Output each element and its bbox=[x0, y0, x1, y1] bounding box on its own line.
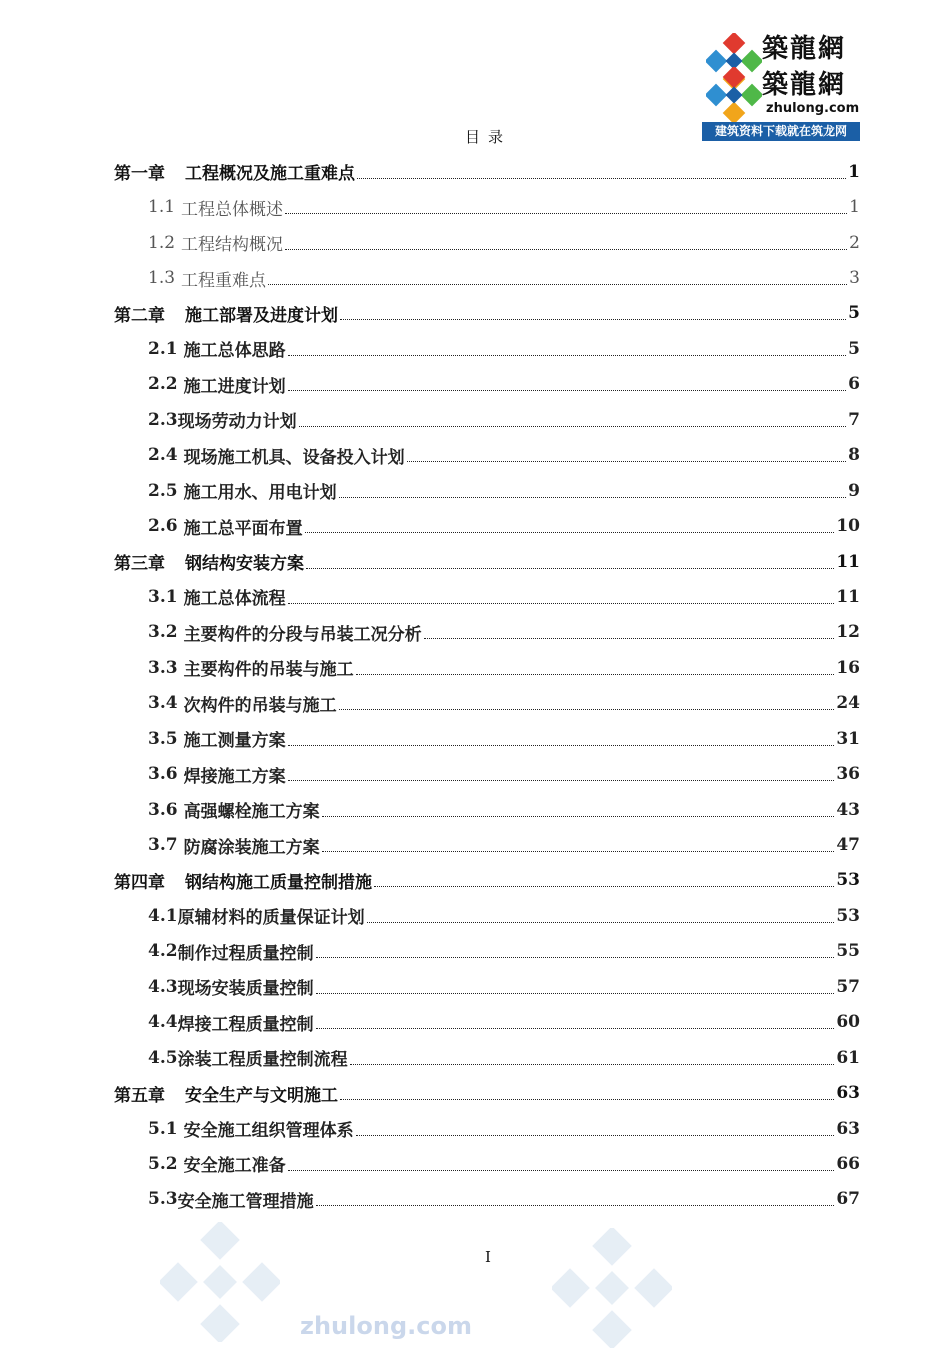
toc-dot-leader bbox=[316, 1204, 835, 1206]
toc-dot-leader bbox=[305, 531, 835, 533]
toc-section-entry[interactable] bbox=[114, 579, 860, 614]
toc-entry-page: 1 bbox=[849, 197, 860, 218]
toc-entry-title: 安全施工管理措施 bbox=[177, 1191, 314, 1212]
toc-section-entry[interactable] bbox=[114, 402, 860, 437]
toc-entry-page: 47 bbox=[836, 835, 860, 856]
toc-section-entry[interactable] bbox=[114, 331, 860, 366]
toc-section-entry[interactable] bbox=[114, 969, 860, 1004]
watermark-logo-icon bbox=[160, 1222, 280, 1342]
logo-chinese-line-1: 築龍網 bbox=[762, 34, 847, 64]
toc-dot-leader bbox=[407, 460, 847, 462]
toc-entry-number: 5.2 bbox=[148, 1153, 178, 1174]
toc-entry-title: 施工总体思路 bbox=[183, 341, 286, 362]
toc-dot-leader bbox=[316, 956, 835, 958]
toc-entry-title: 工程概况及施工重难点 bbox=[185, 164, 355, 185]
toc-entry-title: 主要构件的分段与吊装工况分析 bbox=[183, 624, 422, 645]
toc-entry-page: 24 bbox=[836, 693, 860, 714]
toc-section-entry[interactable] bbox=[114, 260, 860, 295]
toc-dot-leader bbox=[340, 1098, 834, 1100]
toc-entry-title: 施工进度计划 bbox=[183, 376, 286, 397]
toc-dot-leader bbox=[322, 850, 835, 852]
toc-section-entry[interactable] bbox=[114, 225, 860, 260]
toc-entry-title: 制作过程质量控制 bbox=[177, 943, 314, 964]
toc-entry-title: 施工总体流程 bbox=[183, 589, 286, 610]
toc-section-entry[interactable] bbox=[114, 189, 860, 224]
toc-dot-leader bbox=[356, 1134, 835, 1136]
toc-entry-number: 3.6 bbox=[148, 799, 178, 820]
toc-entry-number: 3.1 bbox=[148, 586, 178, 607]
toc-dot-leader bbox=[357, 177, 846, 179]
toc-section-entry[interactable] bbox=[114, 438, 860, 473]
toc-chapter-entry[interactable] bbox=[114, 863, 860, 898]
toc-entry-page: 66 bbox=[836, 1153, 860, 1174]
toc-chapter-entry[interactable] bbox=[114, 544, 860, 579]
toc-entry-title: 焊接施工方案 bbox=[183, 766, 286, 787]
toc-entry-page: 12 bbox=[836, 622, 860, 643]
toc-entry-title: 次构件的吊装与施工 bbox=[183, 695, 337, 716]
toc-chapter-entry[interactable] bbox=[114, 154, 860, 189]
logo-tagline: 建筑资料下载就在筑龙网 bbox=[702, 122, 860, 141]
toc-entry-number: 2.2 bbox=[148, 374, 178, 395]
toc-entry-title: 防腐涂装施工方案 bbox=[183, 837, 320, 858]
page-number: I bbox=[485, 1248, 491, 1266]
toc-entry-page: 11 bbox=[836, 551, 860, 572]
toc-entry-title: 钢结构施工质量控制措施 bbox=[185, 872, 372, 893]
toc-entry-number: 1.1 bbox=[148, 197, 176, 218]
toc-dot-leader bbox=[350, 1063, 835, 1065]
toc-entry-page: 8 bbox=[848, 445, 860, 466]
toc-entry-number: 4.1 bbox=[148, 905, 178, 926]
toc-entry-number: 4.3 bbox=[148, 976, 178, 997]
toc-entry-page: 10 bbox=[836, 516, 860, 537]
toc-entry-number: 5.3 bbox=[148, 1189, 178, 1210]
toc-entry-title: 现场施工机具、设备投入计划 bbox=[183, 447, 405, 468]
toc-dot-leader bbox=[339, 708, 835, 710]
toc-entry-number: 2.1 bbox=[148, 338, 178, 359]
toc-dot-leader bbox=[374, 885, 834, 887]
toc-entry-number: 3.4 bbox=[148, 693, 178, 714]
toc-entry-page: 5 bbox=[848, 338, 860, 359]
table-of-contents bbox=[114, 154, 860, 1217]
toc-dot-leader bbox=[316, 992, 835, 994]
toc-dot-leader bbox=[322, 815, 835, 817]
toc-entry-number: 第五章 bbox=[114, 1085, 165, 1106]
toc-entry-page: 6 bbox=[848, 374, 860, 395]
toc-entry-page: 1 bbox=[848, 161, 860, 182]
toc-section-entry[interactable] bbox=[114, 1005, 860, 1040]
toc-entry-page: 36 bbox=[836, 764, 860, 785]
toc-entry-title: 焊接工程质量控制 bbox=[177, 1014, 314, 1035]
logo-chinese-line-2: 築龍網 bbox=[762, 70, 847, 100]
toc-entry-title: 安全施工准备 bbox=[183, 1156, 286, 1177]
toc-dot-leader bbox=[367, 921, 835, 923]
toc-entry-page: 9 bbox=[848, 480, 860, 501]
toc-entry-number: 1.2 bbox=[148, 232, 176, 253]
toc-dot-leader bbox=[299, 425, 847, 427]
watermark-text: zhulong.com bbox=[300, 1312, 472, 1340]
toc-dot-leader bbox=[340, 318, 846, 320]
toc-entry-page: 53 bbox=[836, 905, 860, 926]
toc-section-entry[interactable] bbox=[114, 1040, 860, 1075]
logo-site-name: zhulong.com bbox=[766, 101, 860, 116]
toc-section-entry[interactable] bbox=[114, 1182, 860, 1217]
toc-section-entry[interactable] bbox=[114, 827, 860, 862]
toc-entry-number: 第二章 bbox=[114, 305, 165, 326]
toc-dot-leader bbox=[356, 673, 835, 675]
toc-entry-page: 67 bbox=[836, 1189, 860, 1210]
toc-entry-page: 2 bbox=[849, 232, 860, 253]
toc-section-entry[interactable] bbox=[114, 898, 860, 933]
toc-section-entry[interactable] bbox=[114, 721, 860, 756]
toc-entry-title: 工程重难点 bbox=[181, 270, 267, 291]
toc-dot-leader bbox=[288, 744, 835, 746]
toc-entry-page: 3 bbox=[849, 268, 860, 289]
toc-entry-page: 61 bbox=[836, 1047, 860, 1068]
toc-entry-title: 工程总体概述 bbox=[181, 199, 284, 220]
toc-entry-page: 31 bbox=[836, 728, 860, 749]
toc-dot-leader bbox=[288, 354, 847, 356]
toc-section-entry[interactable] bbox=[114, 615, 860, 650]
toc-entry-page: 16 bbox=[836, 657, 860, 678]
toc-dot-leader bbox=[268, 283, 847, 285]
toc-section-entry[interactable] bbox=[114, 792, 860, 827]
toc-entry-number: 2.3 bbox=[148, 409, 178, 430]
toc-entry-page: 11 bbox=[836, 586, 860, 607]
toc-entry-title: 主要构件的吊装与施工 bbox=[183, 660, 354, 681]
toc-dot-leader bbox=[424, 637, 835, 639]
toc-entry-title: 原辅材料的质量保证计划 bbox=[177, 908, 365, 929]
toc-entry-title: 现场安装质量控制 bbox=[177, 979, 314, 1000]
toc-entry-page: 43 bbox=[836, 799, 860, 820]
toc-entry-page: 7 bbox=[848, 409, 860, 430]
snowflake-logo-icon-2 bbox=[706, 67, 762, 123]
toc-section-entry[interactable] bbox=[114, 473, 860, 508]
toc-entry-title: 安全施工组织管理体系 bbox=[183, 1121, 354, 1142]
toc-dot-leader bbox=[288, 1169, 835, 1171]
toc-entry-number: 3.5 bbox=[148, 728, 178, 749]
toc-dot-leader bbox=[285, 212, 847, 214]
toc-entry-number: 3.2 bbox=[148, 622, 178, 643]
toc-title: 目录 bbox=[464, 128, 511, 146]
toc-entry-title: 工程结构概况 bbox=[181, 235, 284, 256]
toc-entry-title: 安全生产与文明施工 bbox=[185, 1085, 338, 1106]
toc-entry-number: 2.5 bbox=[148, 480, 178, 501]
toc-entry-number: 第四章 bbox=[114, 872, 165, 893]
toc-entry-number: 1.3 bbox=[148, 268, 176, 289]
toc-section-entry[interactable] bbox=[114, 756, 860, 791]
toc-dot-leader bbox=[339, 496, 847, 498]
toc-entry-page: 63 bbox=[836, 1118, 860, 1139]
toc-entry-number: 3.7 bbox=[148, 835, 178, 856]
toc-dot-leader bbox=[316, 1027, 835, 1029]
toc-entry-number: 4.5 bbox=[148, 1047, 178, 1068]
toc-entry-page: 55 bbox=[836, 941, 860, 962]
toc-entry-number: 4.2 bbox=[148, 941, 178, 962]
toc-entry-number: 5.1 bbox=[148, 1118, 178, 1139]
toc-entry-number: 2.6 bbox=[148, 516, 178, 537]
toc-entry-title: 施工总平面布置 bbox=[183, 518, 303, 539]
toc-dot-leader bbox=[288, 602, 835, 604]
toc-entry-page: 63 bbox=[836, 1083, 860, 1104]
toc-section-entry[interactable] bbox=[114, 934, 860, 969]
toc-entry-number: 第一章 bbox=[114, 164, 165, 185]
toc-entry-title: 现场劳动力计划 bbox=[177, 412, 297, 433]
toc-dot-leader bbox=[288, 779, 835, 781]
toc-entry-title: 施工测量方案 bbox=[183, 731, 286, 752]
toc-entry-title: 高强螺栓施工方案 bbox=[183, 802, 320, 823]
toc-entry-page: 57 bbox=[836, 976, 860, 997]
toc-dot-leader bbox=[306, 567, 834, 569]
toc-entry-number: 3.6 bbox=[148, 764, 178, 785]
toc-section-entry[interactable] bbox=[114, 367, 860, 402]
watermark-logo-icon-2 bbox=[552, 1228, 672, 1348]
toc-chapter-entry[interactable] bbox=[114, 296, 860, 331]
toc-entry-title: 涂装工程质量控制流程 bbox=[177, 1050, 348, 1071]
toc-entry-page: 60 bbox=[836, 1012, 860, 1033]
toc-entry-number: 2.4 bbox=[148, 445, 178, 466]
toc-entry-title: 施工部署及进度计划 bbox=[185, 305, 338, 326]
toc-entry-title: 钢结构安装方案 bbox=[185, 554, 304, 575]
toc-entry-number: 4.4 bbox=[148, 1012, 178, 1033]
toc-dot-leader bbox=[288, 389, 847, 391]
toc-section-entry[interactable] bbox=[114, 1111, 860, 1146]
toc-dot-leader bbox=[285, 248, 847, 250]
toc-section-entry[interactable] bbox=[114, 686, 860, 721]
toc-section-entry[interactable] bbox=[114, 650, 860, 685]
toc-entry-number: 3.3 bbox=[148, 657, 178, 678]
toc-entry-number: 第三章 bbox=[114, 554, 165, 575]
toc-entry-title: 施工用水、用电计划 bbox=[183, 483, 337, 504]
toc-entry-page: 53 bbox=[836, 870, 860, 891]
toc-section-entry[interactable] bbox=[114, 508, 860, 543]
toc-section-entry[interactable] bbox=[114, 1146, 860, 1181]
toc-chapter-entry[interactable] bbox=[114, 1075, 860, 1110]
toc-entry-page: 5 bbox=[848, 303, 860, 324]
